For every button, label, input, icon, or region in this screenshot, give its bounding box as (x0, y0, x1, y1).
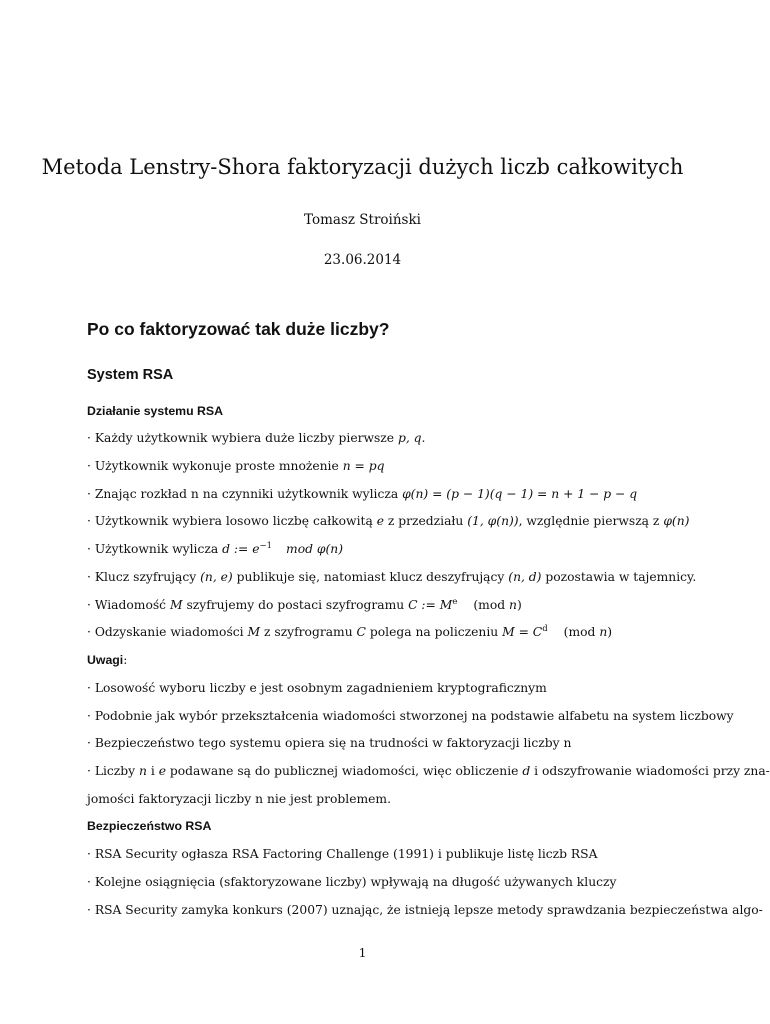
paragraph-heading-bezpieczenstwo: Bezpieczeństwo RSA (87, 819, 212, 833)
list-item: · RSA Security zamyka konkurs (2007) uznając, że istnieją lepsze metody sprawdzania bezpieczeństwa algo- (87, 903, 763, 917)
list-item: · Każdy użytkownik wybiera duże liczby pierwsze p, q. (87, 431, 426, 445)
paragraph-heading-dzialanie: Działanie systemu RSA (87, 404, 223, 418)
list-item: · Bezpieczeństwo tego systemu opiera się na trudności w faktoryzacji liczby n (87, 736, 572, 750)
list-item: · Użytkownik wykonuje proste mnożenie n = pq (87, 459, 385, 473)
list-item-continuation: jomości faktoryzacji liczby n nie jest problemem. (87, 792, 391, 806)
author-name: Tomasz Stroiński (304, 212, 421, 228)
list-item: · RSA Security ogłasza RSA Factoring Challenge (1991) i publikuje listę liczb RSA (87, 847, 598, 861)
list-item: · Użytkownik wylicza d := $e^{-1}$ mod φ(n) (87, 541, 344, 556)
paper-title: Metoda Lenstry-Shora faktoryzacji dużych liczb całkowitych (41, 155, 684, 179)
page-number: 1 (358, 946, 367, 960)
list-item: · Znając rozkład n na czynniki użytkownik wylicza φ(n) = (p − 1)(q − 1) = n + 1 − p − q (87, 487, 638, 501)
section-heading: Po co faktoryzować tak duże liczby? (87, 319, 390, 339)
list-item: · Podobnie jak wybór przekształcenia wiadomości stworzonej na podstawie alfabetu na system liczbowy (87, 709, 734, 723)
list-item: · Użytkownik wybiera losowo liczbę całkowitą e z przedziału (1, φ(n)), względnie pierwszą z φ(n) (87, 514, 690, 528)
list-item: · Kolejne osiągnięcia (sfaktoryzowane liczby) wpływają na długość używanych kluczy (87, 875, 617, 889)
list-item: · Wiadomość M szyfrujemy do postaci szyfrogramu C := $M^e$ (mod n) (87, 597, 522, 612)
subsection-heading: System RSA (87, 367, 174, 383)
paragraph-heading-uwagi: Uwagi: (87, 653, 128, 667)
list-item: · Losowość wyboru liczby e jest osobnym zagadnieniem kryptograficznym (87, 681, 547, 695)
list-item: · Klucz szyfrujący (n, e) publikuje się, natomiast klucz deszyfrujący (n, d) pozostawia w tajemnicy. (87, 570, 697, 584)
paper-date: 23.06.2014 (323, 252, 402, 268)
list-item: · Liczby n i e podawane są do publicznej wiadomości, więc obliczenie d i odszyfrowanie wiadomości przy zna- (87, 764, 770, 778)
list-item: · Odzyskanie wiadomości M z szyfrogramu C polega na policzeniu $M = C^d$ (mod n) (87, 624, 613, 639)
